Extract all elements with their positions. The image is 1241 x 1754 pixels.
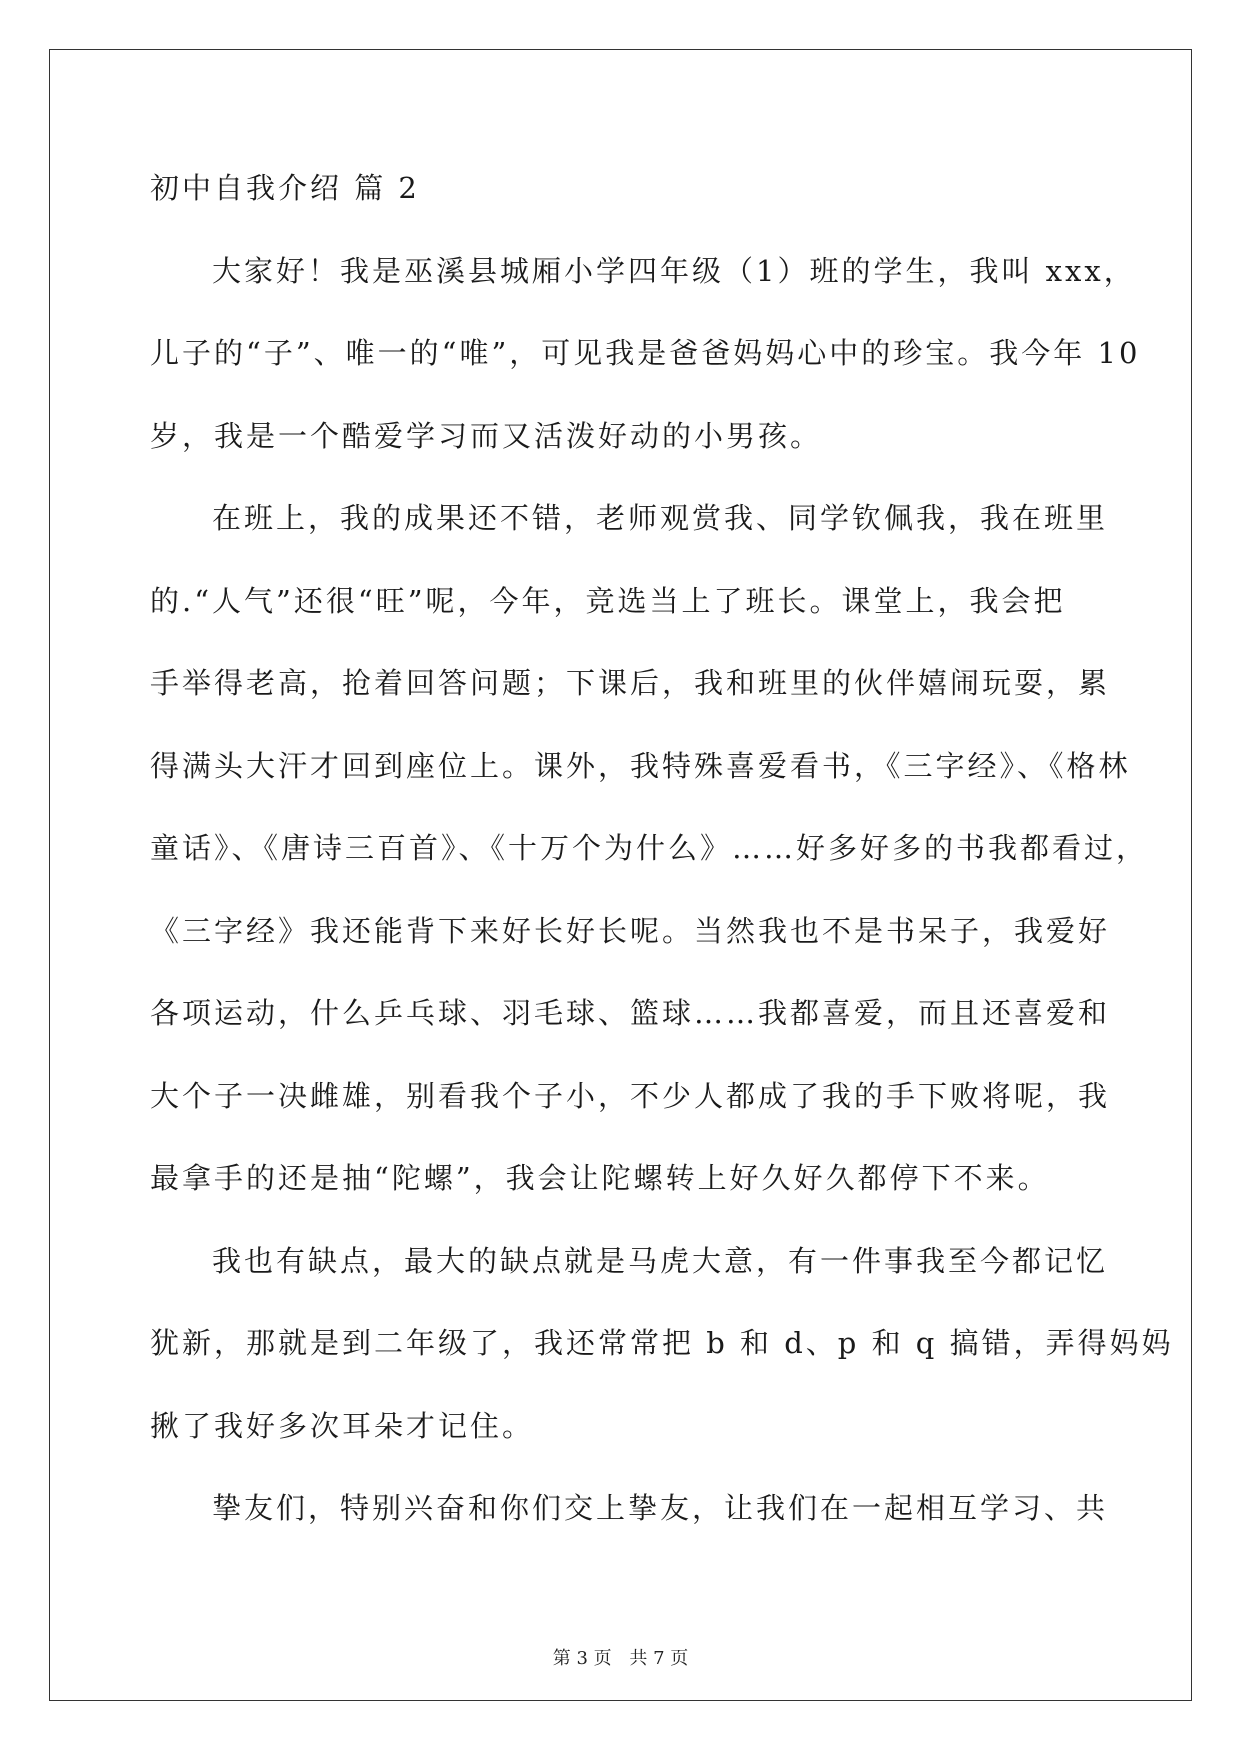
paragraph-line: 挚友们，特别兴奋和你们交上挚友，让我们在一起相互学习、共: [212, 1491, 1109, 1525]
page-footer: [0, 1644, 1241, 1670]
page-number: 第 3 页: [552, 1648, 612, 1669]
paragraph-line: 大个子一决雌雄，别看我个子小，不少人都成了我的手下败将呢，我: [150, 1079, 1111, 1113]
page-total: 共 7 页: [629, 1648, 689, 1669]
paragraph-line: 各项运动，什么乒乓球、羽毛球、篮球……我都喜爱，而且还喜爱和: [150, 996, 1111, 1030]
page-border: [49, 49, 1192, 1701]
paragraph-line: 得满头大汗才回到座位上。课外，我特殊喜爱看书，《三字经》、《格林: [150, 749, 1131, 783]
paragraph-line: 《三字经》我还能背下来好长好长呢。当然我也不是书呆子，我爱好: [150, 914, 1111, 948]
paragraph-line: 手举得老高，抢着回答问题；下课后，我和班里的伙伴嬉闹玩耍，累: [150, 666, 1111, 700]
paragraph-line: 大家好！我是巫溪县城厢小学四年级（1）班的学生，我叫 xxx，: [212, 254, 1136, 288]
paragraph-line: 童话》、《唐诗三百首》、《十万个为什么》……好多好多的书我都看过，: [150, 831, 1149, 865]
paragraph-line: 揪了我好多次耳朵才记住。: [150, 1409, 535, 1443]
paragraph-line: 犹新，那就是到二年级了，我还常常把 b 和 d、p 和 q 搞错，弄得妈妈: [150, 1326, 1174, 1360]
document-heading: 初中自我介绍 篇 2: [150, 171, 420, 205]
paragraph-line: 我也有缺点，最大的缺点就是马虎大意，有一件事我至今都记忆: [212, 1244, 1109, 1278]
paragraph-line: 岁，我是一个酷爱学习而又活泼好动的小男孩。: [150, 419, 823, 453]
paragraph-line: 在班上，我的成果还不错，老师观赏我、同学钦佩我，我在班里: [212, 501, 1109, 535]
paragraph-line: 的.“人气”还很“旺”呢，今年，竞选当上了班长。课堂上，我会把: [150, 584, 1066, 618]
paragraph-line: 儿子的“子”、唯一的“唯”，可见我是爸爸妈妈心中的珍宝。我今年 10: [150, 336, 1141, 370]
paragraph-line: 最拿手的还是抽“陀螺”，我会让陀螺转上好久好久都停下不来。: [150, 1161, 1050, 1195]
